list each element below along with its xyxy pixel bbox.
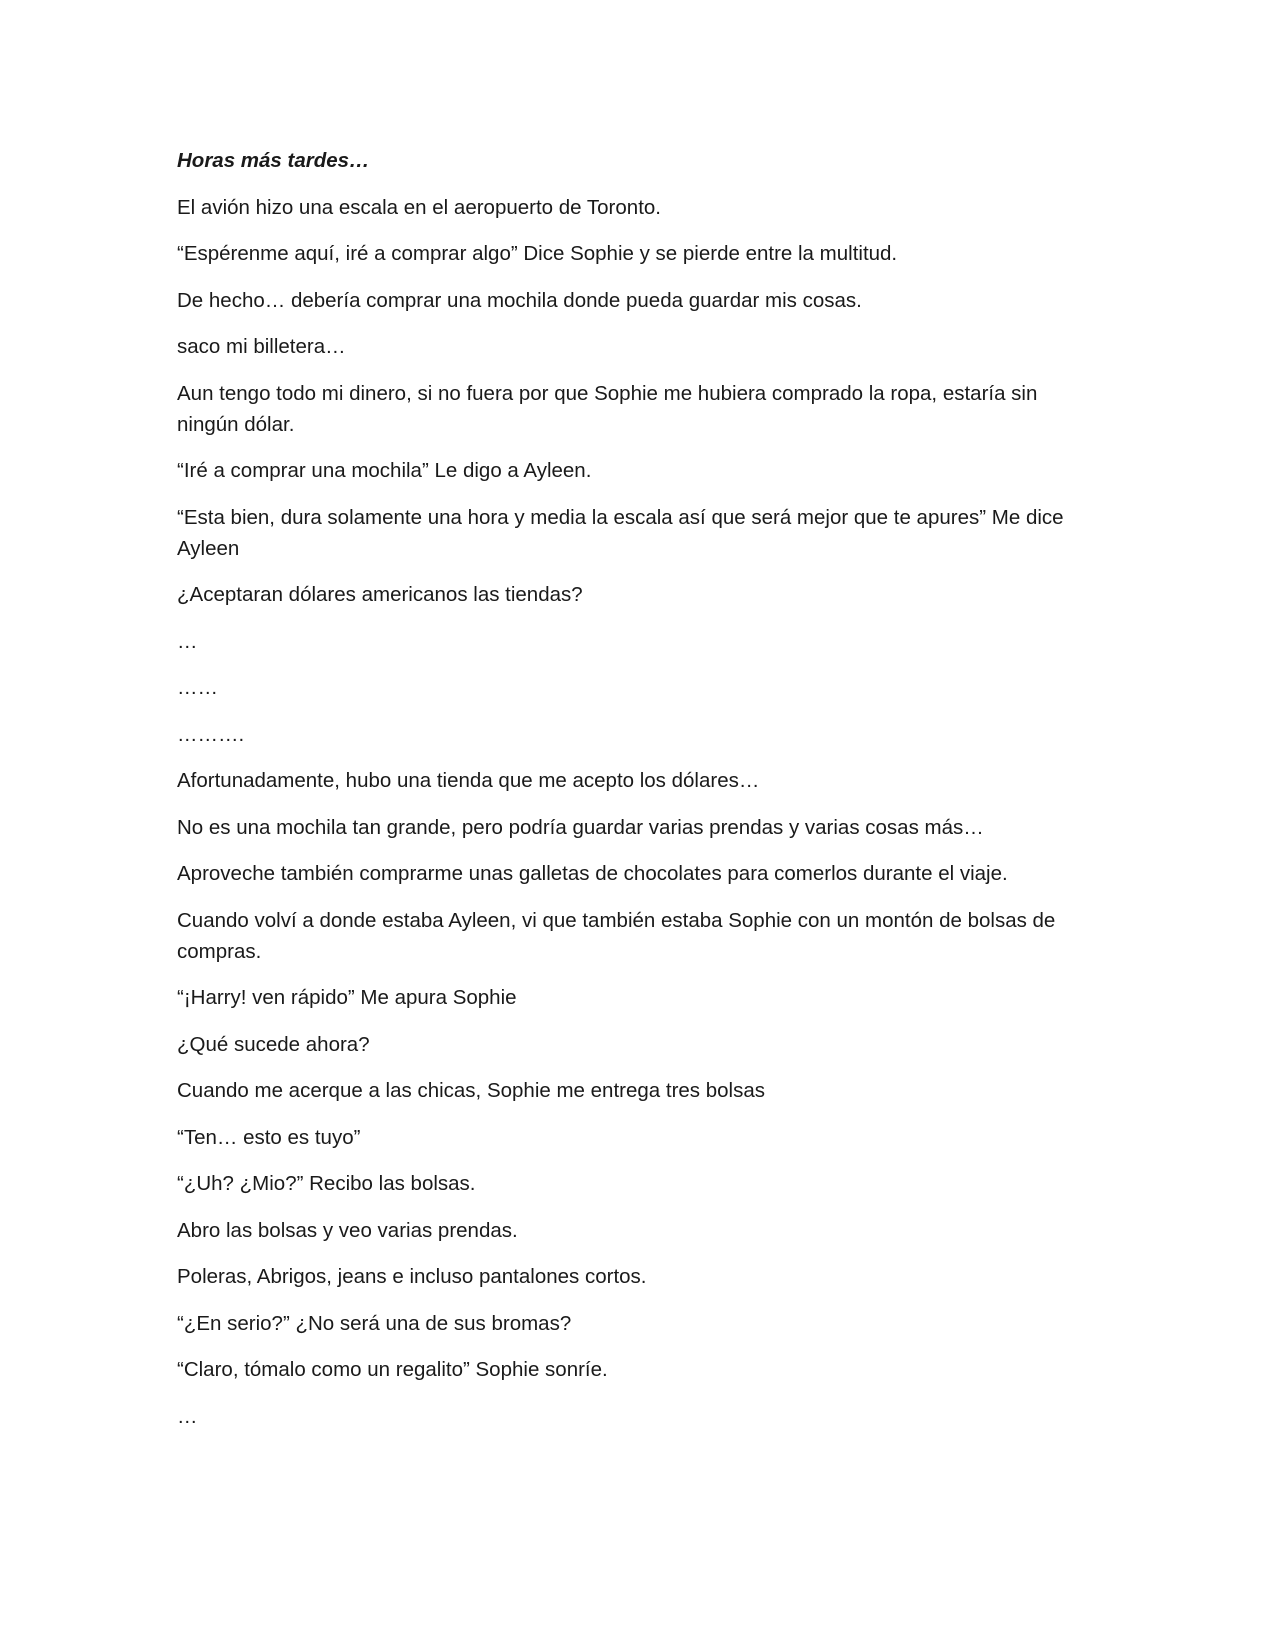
paragraph: El avión hizo una escala en el aeropuerto de Toronto. [177,195,661,219]
paragraph: Aun tengo todo mi dinero, si no fuera por que Sophie me hubiera comprado la ropa, estaría sin ningún dólar. [177,381,1038,436]
paragraph: Poleras, Abrigos, jeans e incluso pantalones cortos. [177,1265,647,1288]
paragraph: Afortunadamente, hubo una tienda que me acepto los dólares… [177,769,760,792]
paragraph: “¿Uh? ¿Mio?” Recibo las bolsas. [177,1172,476,1195]
paragraph: ¿Qué sucede ahora? [177,1032,370,1056]
section-heading: Horas más tardes… [177,149,370,172]
paragraph: “¡Harry! ven rápido” Me apura Sophie [177,986,517,1009]
paragraph: Cuando volví a donde estaba Ayleen, vi que también estaba Sophie con un montón de bolsas de compras. [177,908,1056,963]
paragraph: Aproveche también comprarme unas galletas de chocolates para comerlos durante el viaje. [177,862,1008,885]
paragraph: De hecho… debería comprar una mochila donde pueda guardar mis cosas. [177,288,862,312]
paragraph: “¿En serio?” ¿No será una de sus bromas? [177,1311,572,1335]
paragraph: “Esta bien, dura solamente una hora y media la escala así que será mejor que te apures” Me dice Ayleen [177,505,1064,560]
document-body [177,145,1097,1447]
paragraph: “Claro, tómalo como un regalito” Sophie sonríe. [177,1358,608,1381]
paragraph: “Iré a comprar una mochila” Le digo a Ayleen. [177,459,592,482]
paragraph: saco mi billetera… [177,335,346,358]
paragraph: No es una mochila tan grande, pero podría guardar varias prendas y varias cosas más… [177,815,984,839]
ellipsis-paragraph: … [177,629,198,653]
paragraph: “Ten… esto es tuyo” [177,1125,361,1149]
ellipsis-paragraph: …… [177,676,218,699]
paragraph: ¿Aceptaran dólares americanos las tiendas? [177,583,583,606]
ellipsis-paragraph: ………. [177,722,245,746]
paragraph: “Espérenme aquí, iré a comprar algo” Dice Sophie y se pierde entre la multitud. [177,242,898,265]
paragraph: Cuando me acerque a las chicas, Sophie me entrega tres bolsas [177,1079,766,1102]
ellipsis-paragraph: … [177,1404,198,1428]
paragraph: Abro las bolsas y veo varias prendas. [177,1218,518,1242]
